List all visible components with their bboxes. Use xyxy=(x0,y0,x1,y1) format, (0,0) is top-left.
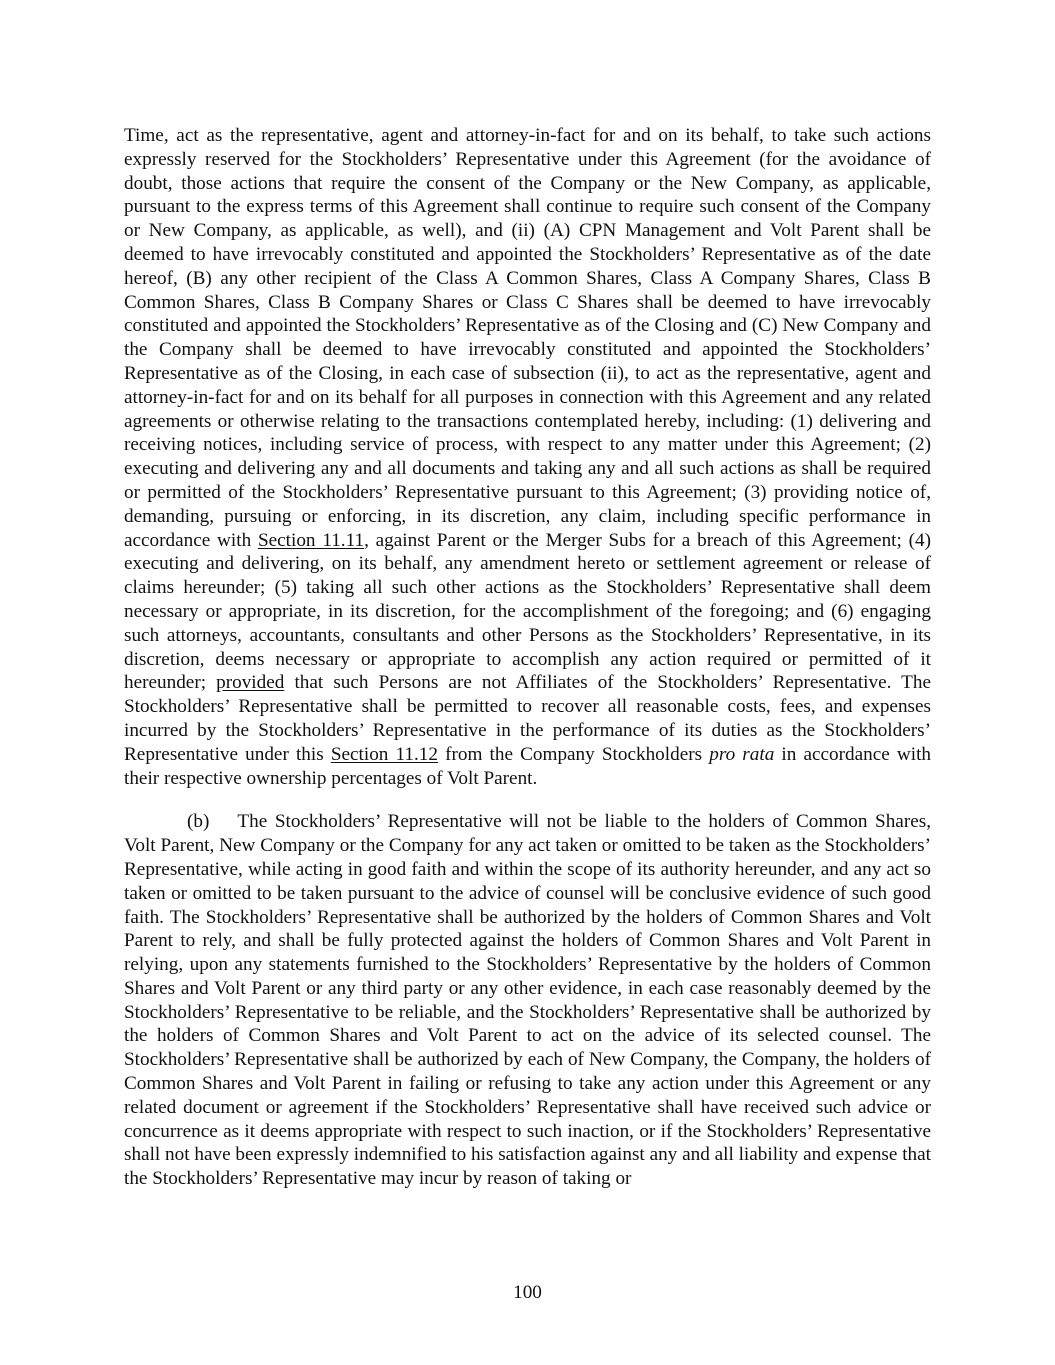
paragraph-a-text-3: that such Persons are not Affiliates of the Stockholders’ Representative. The Stockholders’ Representative shall be permitted to recover all reasonable costs, fees, and expenses incurred by the Stockholders’ Representative in the performance of its duties as the Stockholders’ Representative under this xyxy=(124,672,931,765)
paragraph-a-text-2: , against Parent or the Merger Subs for a breach of this Agreement; (4) executing and delivering, on its behalf, any amendment hereto or settlement agreement or release of claims hereunder; (5) taking all such other actions as the Stockholders’ Representative shall deem necessary or appropriate, in its discretion, for the accomplishment of the foregoing; and (6) engaging such attorneys, accountants, consultants and other Persons as the Stockholders’ Representative, in its discretion, deems necessary or appropriate to accomplish any action required or permitted of it hereunder; xyxy=(124,529,931,694)
page-body xyxy=(124,124,931,1191)
page-number: 100 xyxy=(513,1282,542,1303)
section-11-12-reference: Section 11.12 xyxy=(330,743,438,765)
paragraph-a-text-5: in accordance with their respective ownership percentages of Volt Parent. xyxy=(124,743,932,789)
paragraph-b xyxy=(124,810,931,1191)
provided-term: provided xyxy=(216,672,285,694)
paragraph-a-text-1: Time, act as the representative, agent and attorney-in-fact for and on its behalf, to take such actions expressly reserved for the Stockholders’ Representative under this Agreement (for the avoidance of doubt, those actions that require the consent of the Company or the New Company, as applicable, pursuant to the express terms of this Agreement shall continue to require such consent of the Company or New Company, as applicable, as well), and (ii) (A) CPN Management and Volt Parent shall be deemed to have irrevocably constituted and appointed the Stockholders’ Representative as of the date hereof, (B) any other recipient of the Class A Common Shares, Class A Company Shares, Class B Common Shares, Class B Company Shares or Class C Shares shall be deemed to have irrevocably constituted and appointed the Stockholders’ Representative as of the Closing and (C) New Company and the Company shall be deemed to have irrevocably constituted and appointed the Stockholders’ Representative as of the Closing, in each case of subsection (ii), to act as the representative, agent and attorney-in-fact for and on its behalf for all purposes in connection with this Agreement and any related agreements or otherwise relating to the transactions contemplated hereby, including: (1) delivering and receiving notices, including service of process, with respect to any matter under this Agreement; (2) executing and delivering any and all documents and taking any and all such actions as shall be required or permitted of the Stockholders’ Representative pursuant to this Agreement; (3) providing notice of, demanding, pursuing or enforcing, in its discretion, any claim, including specific performance in accordance with xyxy=(124,125,931,551)
pro-rata-term: pro rata xyxy=(709,743,775,765)
paragraph-a-continuation xyxy=(124,124,931,790)
section-11-11-reference: Section 11.11 xyxy=(257,529,365,551)
paragraph-b-label: (b) xyxy=(187,811,210,833)
paragraph-a-text-4: from the Company Stockholders xyxy=(437,743,710,765)
paragraph-b-text: The Stockholders’ Representative will not be liable to the holders of Common Shares, Volt Parent, New Company or the Company for any act taken or omitted to be taken as the Stockholders’ Representative, while acting in good faith and within the scope of its authority hereunder, and any act so taken or omitted to be taken pursuant to the advice of counsel will be conclusive evidence of such good faith. The Stockholders’ Representative shall be authorized by the holders of Common Shares and Volt Parent to rely, and shall be fully protected against the holders of Common Shares and Volt Parent in relying, upon any statements furnished to the Stockholders’ Representative by the holders of Common Shares and Volt Parent or any third party or any other evidence, in each case reasonably deemed by the Stockholders’ Representative to be reliable, and the Stockholders’ Representative shall be authorized by the holders of Common Shares and Volt Parent to act on the advice of its selected counsel. The Stockholders’ Representative shall be authorized by each of New Company, the Company, the holders of Common Shares and Volt Parent in failing or refusing to take any action under this Agreement or any related document or agreement if the Stockholders’ Representative shall have received such advice or concurrence as it deems appropriate with respect to such inaction, or if the Stockholders’ Representative shall not have been expressly indemnified to his satisfaction against any and all liability and expense that the Stockholders’ Representative may incur by reason of taking or xyxy=(124,811,931,1190)
